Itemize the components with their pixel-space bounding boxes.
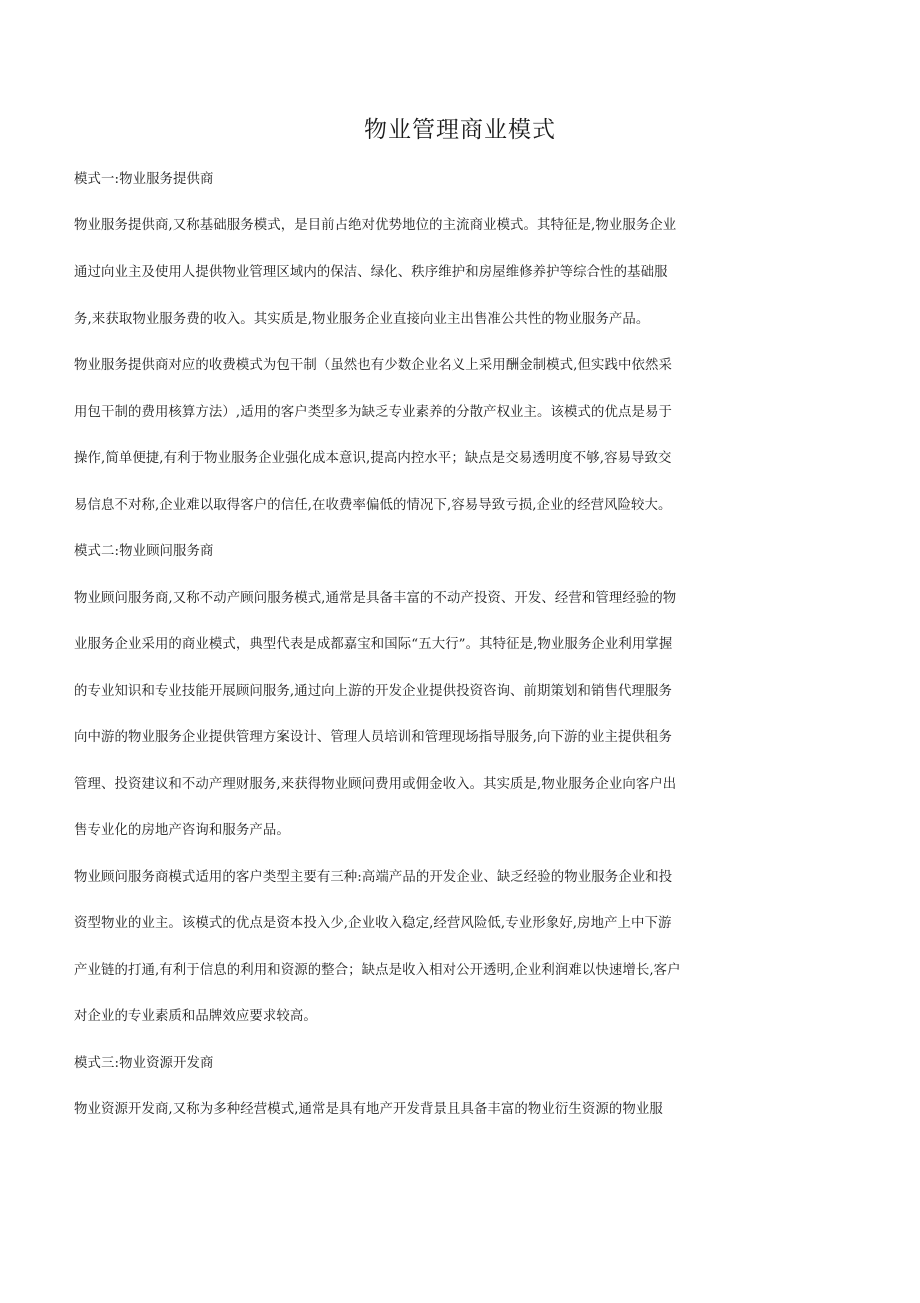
paragraph-line: 资型物业的业主。该模式的优点是资本投入少,企业收入稳定,经营风险低,专业形象好,房地产上中下游 [74, 916, 672, 931]
paragraph-line: 易信息不对称,企业难以取得客户的信任,在收费率偏低的情况下,容易导致亏损,企业的经营风险较大。 [74, 498, 672, 513]
section-heading-2: 模式二:物业顾问服务商 [74, 544, 214, 559]
paragraph-line: 物业资源开发商,又称为多种经营模式,通常是具有地产开发背景且具备丰富的物业衍生资源的物业服 [74, 1102, 663, 1117]
paragraph-line: 对企业的专业素质和品牌效应要求较高。 [74, 1009, 317, 1024]
paragraph-line: 物业服务提供商,又称基础服务模式，是目前占绝对优势地位的主流商业模式。其特征是,物业服务企业 [74, 218, 677, 233]
document-title: 物业管理商业模式 [364, 117, 556, 143]
paragraph-line: 产业链的打通,有利于信息的利用和资源的整合；缺点是收入相对公开透明,企业利润难以快速增长,客户 [74, 963, 681, 978]
paragraph-line: 物业顾问服务商模式适用的客户类型主要有三种:高端产品的开发企业、缺乏经验的物业服务企业和投 [74, 870, 673, 885]
paragraph-line: 向中游的物业服务企业提供管理方案设计、管理人员培训和管理现场指导服务,向下游的业主提供租务 [74, 730, 672, 745]
section-heading-3: 模式三:物业资源开发商 [74, 1056, 214, 1071]
paragraph-line: 管理、投资建议和不动产理财服务,来获得物业顾问费用或佣金收入。其实质是,物业服务企业向客户出 [74, 777, 677, 792]
paragraph-line: 务,来获取物业服务费的收入。其实质是,物业服务企业直接向业主出售准公共性的物业服务产品。 [74, 312, 650, 327]
paragraph-line: 通过向业主及使用人提供物业管理区域内的保洁、绿化、秩序维护和房屋维修养护等综合性的基础服 [74, 265, 668, 280]
paragraph-line: 物业服务提供商对应的收费模式为包干制（虽然也有少数企业名义上采用酬金制模式,但实践中依然采 [74, 358, 672, 373]
paragraph-line: 用包干制的费用核算方法）,适用的客户类型多为缺乏专业素养的分散产权业主。该模式的优点是易于 [74, 405, 672, 420]
paragraph-line: 物业顾问服务商,又称不动产顾问服务模式,通常是具备丰富的不动产投资、开发、经营和管理经验的物 [74, 591, 677, 606]
paragraph-line: 操作,简单便捷,有利于物业服务企业强化成本意识,提高内控水平；缺点是交易透明度不够,容易导致交 [74, 451, 672, 466]
paragraph-line: 的专业知识和专业技能开展顾问服务,通过向上游的开发企业提供投资咨询、前期策划和销售代理服务 [74, 684, 672, 699]
paragraph-line: 售专业化的房地产咨询和服务产品。 [74, 823, 290, 838]
paragraph-line: 业服务企业采用的商业模式，典型代表是成都嘉宝和国际“五大行”。其特征是,物业服务企业利用掌握 [74, 637, 673, 652]
section-heading-1: 模式一:物业服务提供商 [74, 172, 214, 187]
